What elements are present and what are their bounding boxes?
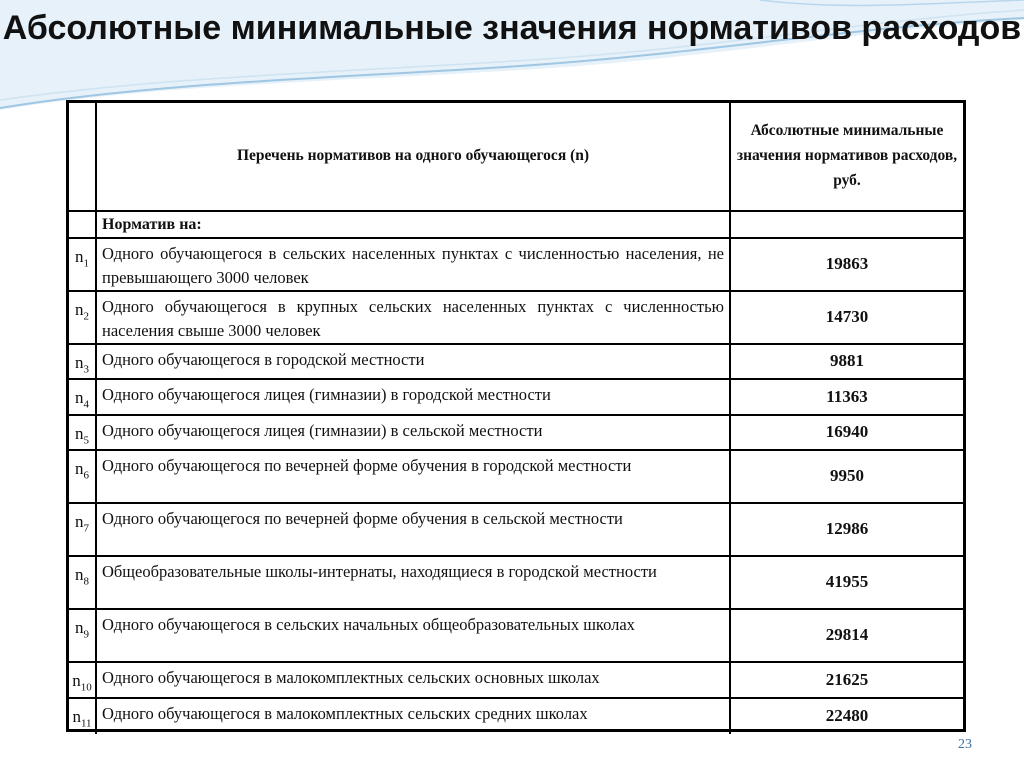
norm-value: 19863 bbox=[730, 238, 963, 291]
subheader-label: Норматив на: bbox=[96, 211, 730, 238]
norm-description: Одного обучающегося по вечерней форме обучения в городской местности bbox=[96, 450, 730, 503]
norm-code-letter: n bbox=[75, 564, 84, 584]
norm-code bbox=[69, 503, 96, 556]
norm-code-index: 6 bbox=[83, 469, 89, 482]
norm-code bbox=[69, 662, 96, 698]
norm-code bbox=[69, 556, 96, 609]
norm-code bbox=[69, 415, 96, 450]
table-row bbox=[69, 379, 963, 414]
norm-description: Одного обучающегося в городской местности bbox=[96, 344, 730, 379]
table-row bbox=[69, 698, 963, 734]
norm-code-letter: n bbox=[72, 670, 81, 690]
norm-description: Одного обучающегося в малокомплектных сельских средних школах bbox=[96, 698, 730, 734]
norm-value: 41955 bbox=[730, 556, 963, 609]
table-row bbox=[69, 556, 963, 609]
norm-code-index: 10 bbox=[80, 681, 92, 694]
norm-value: 12986 bbox=[730, 503, 963, 556]
norm-code-index: 1 bbox=[83, 257, 89, 270]
norm-value: 14730 bbox=[730, 291, 963, 344]
norm-code-letter: n bbox=[75, 353, 84, 372]
norm-code-index: 4 bbox=[83, 398, 89, 411]
norm-description: Одного обучающегося в малокомплектных сельских основных школах bbox=[96, 662, 730, 698]
norm-code-letter: n bbox=[75, 388, 84, 408]
norm-value: 16940 bbox=[730, 415, 963, 450]
header-code-cell bbox=[69, 103, 96, 211]
norm-description: Одного обучающегося лицея (гимназии) в сельской местности bbox=[96, 415, 730, 450]
table-row bbox=[69, 344, 963, 379]
norm-code-index: 5 bbox=[83, 434, 89, 447]
norm-code-index: 3 bbox=[83, 363, 89, 376]
table-row bbox=[69, 503, 963, 556]
table-row bbox=[69, 450, 963, 503]
norm-code bbox=[69, 344, 96, 379]
norm-code-index: 7 bbox=[83, 522, 89, 535]
table-row bbox=[69, 662, 963, 698]
norm-description: Одного обучающегося лицея (гимназии) в городской местности bbox=[96, 379, 730, 414]
norms-table bbox=[66, 100, 966, 732]
norm-code-index: 9 bbox=[83, 628, 89, 641]
norm-value: 9881 bbox=[730, 344, 963, 379]
table-row bbox=[69, 609, 963, 662]
norm-value: 22480 bbox=[730, 698, 963, 734]
table-subheader-row bbox=[69, 211, 963, 238]
norm-value: 29814 bbox=[730, 609, 963, 662]
table-header-row bbox=[69, 103, 963, 211]
norm-value: 21625 bbox=[730, 662, 963, 698]
norm-code-index: 2 bbox=[83, 310, 89, 323]
table-row bbox=[69, 415, 963, 450]
norm-code-letter: n bbox=[75, 423, 84, 443]
norm-code bbox=[69, 379, 96, 414]
header-description: Перечень нормативов на одного обучающегося (n) bbox=[96, 103, 730, 211]
norm-value: 9950 bbox=[730, 450, 963, 503]
norm-code bbox=[69, 450, 96, 503]
norm-description: Одного обучающегося в крупных сельских населенных пунктах с численностью населения свыше 3000 человек bbox=[96, 291, 730, 344]
norm-description: Общеобразовательные школы-интернаты, находящиеся в городской местности bbox=[96, 556, 730, 609]
norm-code-letter: n bbox=[72, 706, 81, 726]
norm-code-index: 11 bbox=[80, 717, 92, 730]
norm-code-letter: n bbox=[75, 617, 84, 637]
norm-code-letter: n bbox=[75, 511, 84, 531]
norm-code-letter: n bbox=[75, 247, 84, 266]
subheader-code-cell bbox=[69, 211, 96, 238]
norm-code-letter: n bbox=[75, 458, 84, 478]
slide-title: Абсолютные минимальные значения нормативов расходов bbox=[2, 9, 1022, 47]
table-row bbox=[69, 291, 963, 344]
norm-code bbox=[69, 609, 96, 662]
norm-code-letter: n bbox=[75, 300, 84, 319]
norm-description: Одного обучающегося в сельских населенных пунктах с численностью населения, не превышающего 3000 человек bbox=[96, 238, 730, 291]
norm-value: 11363 bbox=[730, 379, 963, 414]
norm-code bbox=[69, 291, 96, 344]
norm-code bbox=[69, 238, 96, 291]
norm-code-index: 8 bbox=[83, 575, 89, 588]
norm-description: Одного обучающегося по вечерней форме обучения в сельской местности bbox=[96, 503, 730, 556]
table-row bbox=[69, 238, 963, 291]
norm-code bbox=[69, 698, 96, 734]
header-value: Абсолютные минимальные значения нормативов расходов, руб. bbox=[730, 103, 963, 211]
norm-description: Одного обучающегося в сельских начальных общеобразовательных школах bbox=[96, 609, 730, 662]
page-number: 23 bbox=[958, 737, 972, 752]
subheader-value-cell bbox=[730, 211, 963, 238]
